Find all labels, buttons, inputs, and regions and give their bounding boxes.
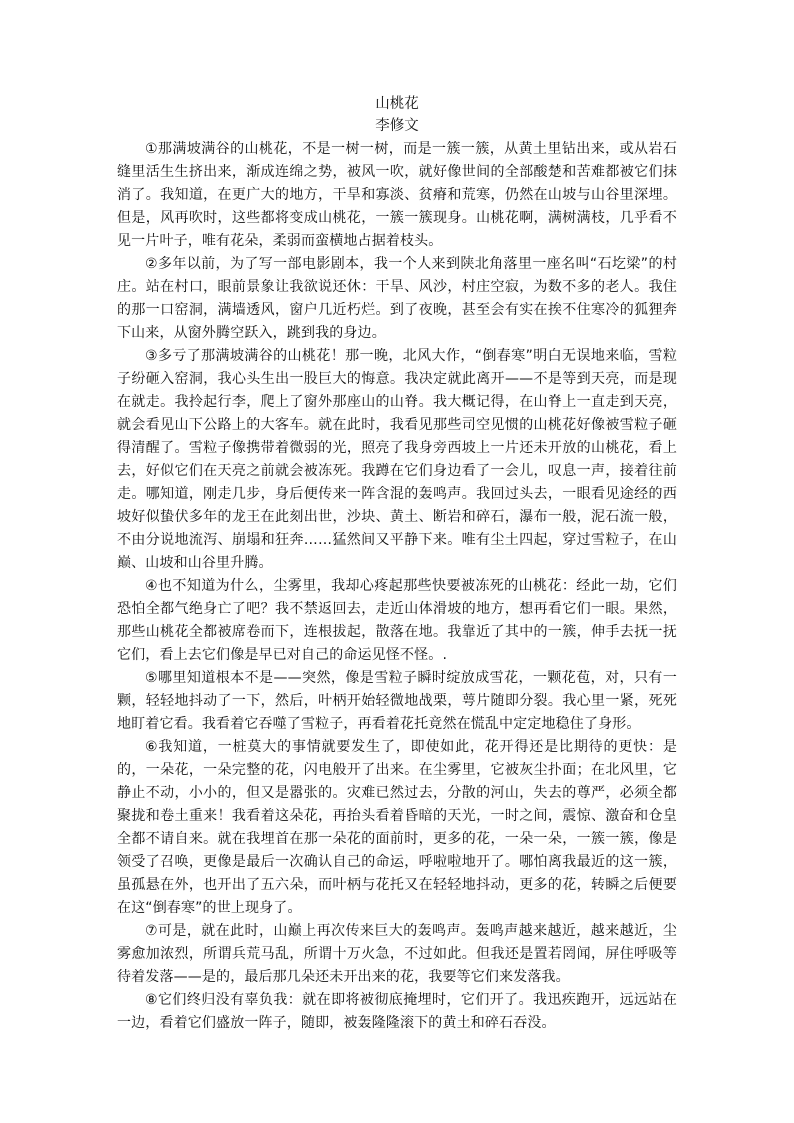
paragraph-2: ②多年以前，为了写一部电影剧本，我一个人来到陕北角落里一座名叫“石圪梁”的村庄。站在村口，眼前景象让我欲说还休：干旱、风沙，村庄空寂，为数不多的老人。我住的那一口窑洞，满墙透风，窗户几近朽烂。到了夜晚，甚至会有实在挨不住寒冷的狐狸奔下山来，从窗外腾空跃入，跳到我的身边。 (117, 256, 677, 341)
paragraph-7: ⑦可是，就在此时，山巅上再次传来巨大的轰鸣声。轰鸣声越来越近，越来越近，尘雾愈加浓烈，所谓兵荒马乱，所谓十万火急，不过如此。但我还是置若罔闻，屏住呼吸等待着发落——是的，最后那几朵还未开出来的花，我要等它们来发落我。 (117, 923, 677, 985)
paragraph-1: ①那满坡满谷的山桃花，不是一树一树，而是一簇一簇，从黄土里钻出来，或从岩石缝里活生生挤出来，渐成连绵之势，被风一吹，就好像世间的全部酸楚和苦难都被它们抹消了。我知道，在更广大的地方，干旱和寡淡、贫瘠和荒寒，仍然在山坡与山谷里深埋。但是，风再吹时，这些都将变成山桃花，一簇一簇现身。山桃花啊，满树满枝，几乎看不见一片叶子，唯有花朵，柔弱而蛮横地占据着枝头。 (117, 141, 677, 249)
paragraph-4: ④也不知道为什么，尘雾里，我却心疼起那些快要被冻死的山桃花：经此一劫，它们恐怕全都气绝身亡了吧？我不禁返回去，走近山体滑坡的地方，想再看它们一眼。果然，那些山桃花全都被席卷而下，连根拔起，散落在地。我靠近了其中的一簇，伸手去抚一抚它们，看上去它们像是早已对自己的命运见怪不怪。. (117, 578, 677, 663)
paragraph-5: ⑤哪里知道根本不是——突然，像是雪粒子瞬时绽放成雪花，一颗花苞，对，只有一颗，轻轻地抖动了一下，然后，叶柄开始轻微地战栗，萼片随即分裂。我心里一紧，死死地盯着它看。我看着它吞噬了雪粒子，再看着花托竟然在慌乱中定定地稳住了身形。 (117, 670, 677, 732)
paragraph-6: ⑥我知道，一桩莫大的事情就要发生了，即使如此，花开得还是比期待的更快：是的，一朵花，一朵完整的花，闪电般开了出来。在尘雾里，它被灰尘扑面；在北风里，它静止不动，小小的，但又是嚣张的。灾难已然过去，分散的河山，失去的尊严，必须全都聚拢和卷土重来！我看着这朵花，再抬头看着昏暗的天光，一时之间，震惊、激奋和仓皇全都不请自来。就在我埋首在那一朵花的面前时，更多的花，一朵一朵，一簇一簇，像是领受了召唤，更像是最后一次确认自己的命运，呼啦啦地开了。哪怕离我最近的这一簇，虽孤悬在外，也开出了五六朵，而叶柄与花托又在轻轻地抖动，更多的花，转瞬之后便要在这“倒春寒”的世上现身了。 (117, 739, 677, 916)
paragraph-3: ③多亏了那满坡满谷的山桃花！那一晚，北风大作，“倒春寒”明白无误地来临，雪粒子纷砸入窑洞，我心头生出一股巨大的悔意。我决定就此离开——不是等到天亮，而是现在就走。我拎起行李，爬上了窗外那座山的山脊。我大概记得，在山脊上一直走到天亮，就会看见山下公路上的大客车。就在此时，我看见那些司空见惯的山桃花好像被雪粒子砸得清醒了。雪粒子像携带着微弱的光，照亮了我身旁西坡上一片还未开放的山桃花，看上去，好似它们在天亮之前就会被冻死。我蹲在它们身边看了一会儿，叹息一声，接着往前走。哪知道，刚走几步，身后便传来一阵含混的轰鸣声。我回过头去，一眼看见途经的西坡好似蛰伏多年的龙王在此刻出世，沙块、黄土、断岩和碎石，瀑布一般，泥石流一般，不由分说地流泻、崩塌和狂奔……猛然间又平静下来。唯有尘土四起，穿过雪粒子，在山巅、山坡和山谷里升腾。 (117, 348, 677, 571)
article-title: 山桃花 (375, 96, 419, 112)
article (117, 94, 677, 1035)
article-author: 李修文 (375, 118, 419, 134)
paragraph-8: ⑧它们终归没有辜负我：就在即将被彻底掩埋时，它们开了。我迅疾跑开，远远站在一边，看着它们盛放一阵子，随即，被轰隆隆滚下的黄土和碎石吞没。 (117, 992, 677, 1031)
